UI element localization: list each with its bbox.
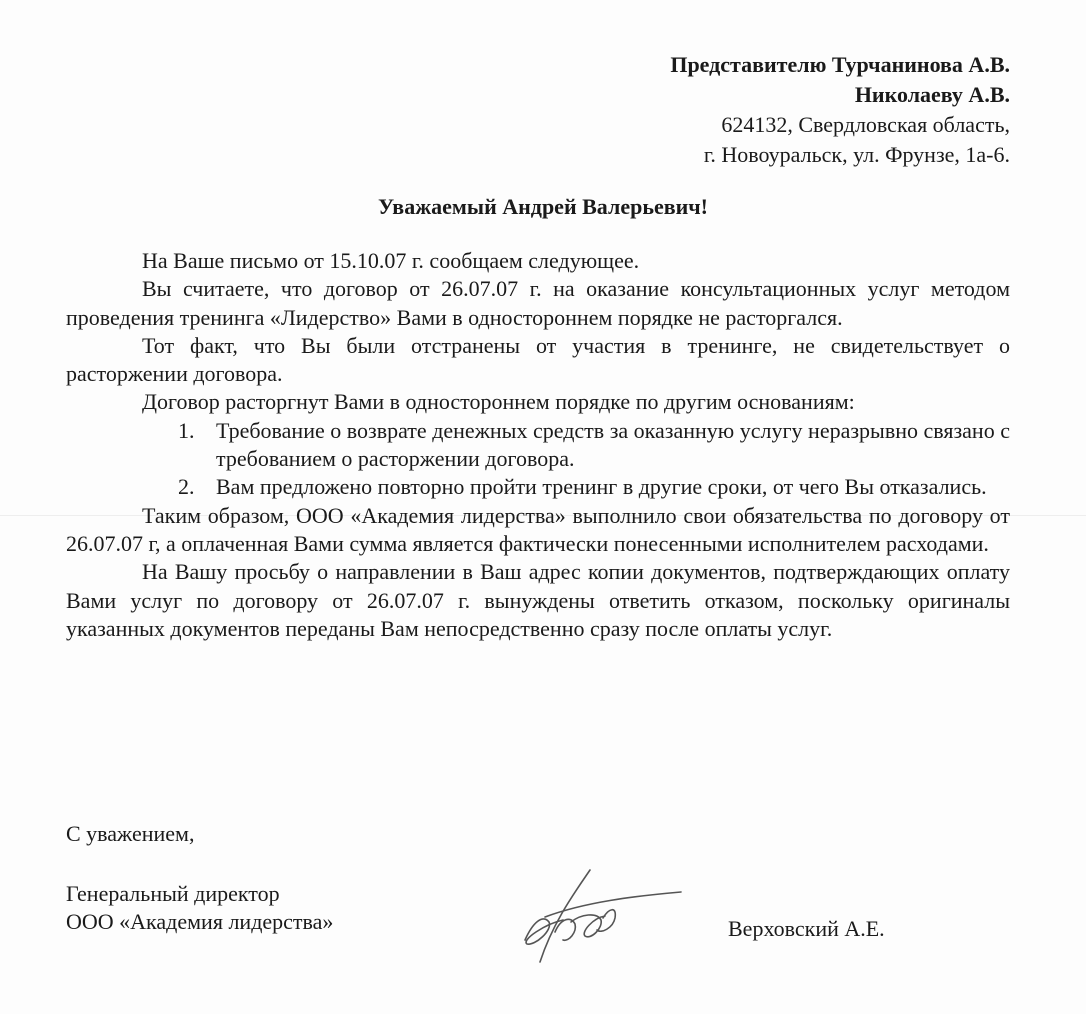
addressee-address-line-2: г. Новоуральск, ул. Фрунзе, 1а-6. xyxy=(703,142,1010,167)
greeting: Уважаемый Андрей Валерьевич! xyxy=(377,194,709,219)
addressee-address-line-1: 624132, Свердловская область, xyxy=(721,112,1010,137)
addressee-line-1: Представителю Турчанинова А.В. xyxy=(670,52,1010,77)
letter-body xyxy=(66,247,1010,643)
addressee-block xyxy=(670,50,1010,170)
paragraph-6: На Вашу просьбу о направлении в Ваш адрес копии документов, подтверждающих оплату Вами услуг по договору от 26.07.07 г. вынуждены ответить отказом, поскольку оригиналы указанных документов переданы Вам непосредственно сразу после оплаты услуг. xyxy=(66,559,1010,641)
paragraph-3: Тот факт, что Вы были отстранены от участия в тренинге, не свидетельствует о расторжении договора. xyxy=(66,332,1010,387)
list-item-text: Вам предложено повторно пройти тренинг в другие сроки, от чего Вы отказались. xyxy=(216,474,987,500)
list-item-number: 2. xyxy=(178,474,195,500)
grounds-list xyxy=(66,417,1010,502)
signer-title: Генеральный директор xyxy=(66,881,280,906)
handwritten-signature xyxy=(505,862,685,972)
paragraph-1: На Ваше письмо от 15.10.07 г. сообщаем следующее. xyxy=(142,248,640,273)
list-item xyxy=(66,417,1010,474)
list-item-number: 1. xyxy=(178,417,195,443)
list-item xyxy=(66,473,1010,501)
signer-name: Верховский А.Е. xyxy=(728,916,885,941)
paragraph-5: Таким образом, ООО «Академия лидерства» выполнило свои обязательства по договору от 26.07.07 г, а оплаченная Вами сумма является фактически понесенными исполнителем расходами. xyxy=(66,502,1010,556)
signer-block xyxy=(66,880,333,936)
closing: С уважением, xyxy=(66,821,195,846)
addressee-line-2: Николаеву А.В. xyxy=(854,82,1010,107)
paragraph-2: Вы считаете, что договор от 26.07.07 г. на оказание консультационных услуг методом проведения тренинга «Лидерство» Вами в одностороннем порядке не расторгался. xyxy=(66,276,1010,330)
paragraph-4: Договор расторгнут Вами в одностороннем порядке по другим основаниям: xyxy=(142,389,855,415)
signer-org: ООО «Академия лидерства» xyxy=(66,909,334,934)
list-item-text: Требование о возврате денежных средств за оказанную услугу неразрывно связано с требованием о расторжении договора. xyxy=(216,417,1010,472)
